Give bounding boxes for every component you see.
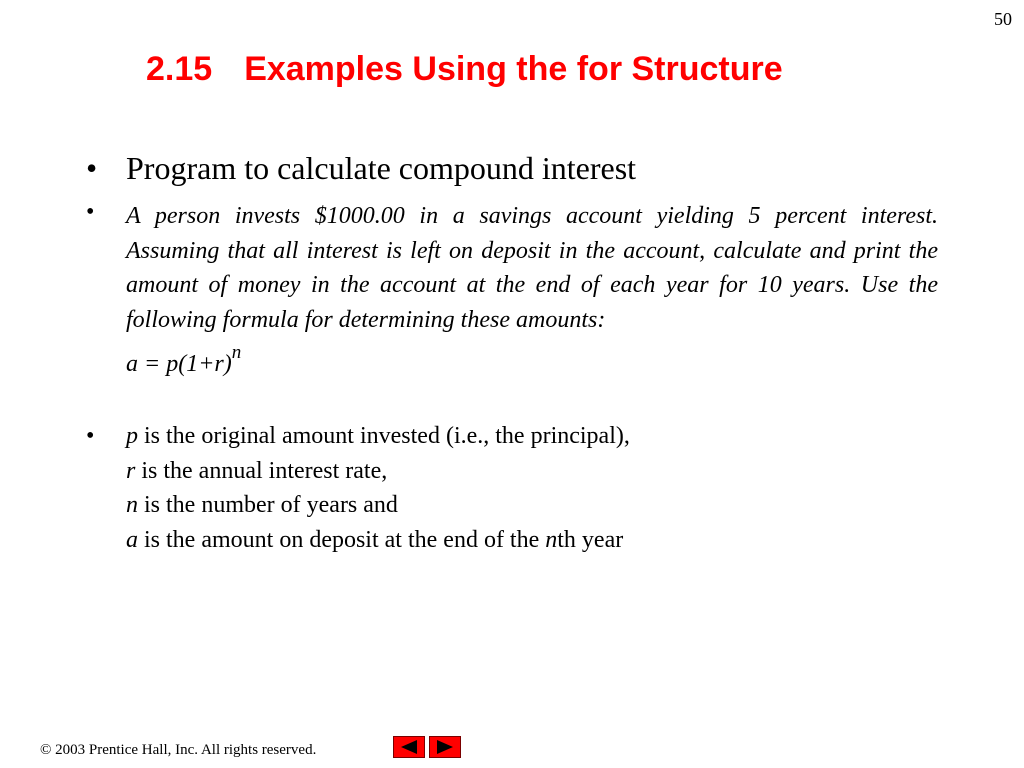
title-text: Examples Using the for Structure	[244, 50, 783, 88]
variable-symbol: n	[126, 492, 138, 518]
bullet-program	[86, 150, 636, 187]
formula-base: a = p(1+r)	[126, 351, 232, 377]
slide-navigation	[393, 736, 461, 758]
variable-line	[126, 523, 938, 558]
bullet-glyph: •	[86, 199, 95, 225]
bullet-description	[86, 199, 938, 379]
variable-description: is the number of years and	[138, 492, 398, 518]
next-slide-button[interactable]	[429, 736, 461, 758]
variable-description: is the original amount invested (i.e., the principal),	[138, 423, 630, 449]
section-number: 2.15	[146, 50, 213, 88]
description-text: A person invests $1000.00 in a savings account yielding 5 percent interest. Assuming that all interest is left on deposit in the account, calculate and print the amount of money in the account at the end of each year for 10 years. Use the following formula for determining these amounts:	[126, 203, 938, 333]
page-number: 50	[994, 9, 1012, 29]
formula-exponent: n	[231, 342, 242, 363]
formula	[126, 342, 938, 379]
variable-description: is the annual interest rate,	[135, 457, 388, 484]
bullet-variables	[86, 419, 938, 557]
bullet-glyph: •	[86, 150, 98, 186]
left-arrow-icon	[398, 739, 420, 755]
variable-line	[126, 419, 938, 454]
copyright-notice: © 2003 Prentice Hall, Inc. All rights reserved.	[40, 742, 317, 758]
slide-title	[146, 50, 783, 89]
variable-line	[126, 454, 938, 489]
variable-symbol: r	[126, 457, 136, 484]
variable-symbol: p	[126, 423, 138, 449]
previous-slide-button[interactable]	[393, 736, 425, 758]
bullet-glyph: •	[86, 423, 95, 449]
bullet-program-text: Program to calculate compound interest	[126, 150, 637, 186]
right-arrow-icon	[434, 739, 456, 755]
variable-symbol: a	[126, 526, 138, 553]
variable-line	[126, 488, 938, 523]
variable-description: is the amount on deposit at the end of the	[138, 526, 546, 553]
variable-symbol-inline: n	[545, 526, 558, 553]
variable-description-tail: th year	[557, 526, 624, 553]
